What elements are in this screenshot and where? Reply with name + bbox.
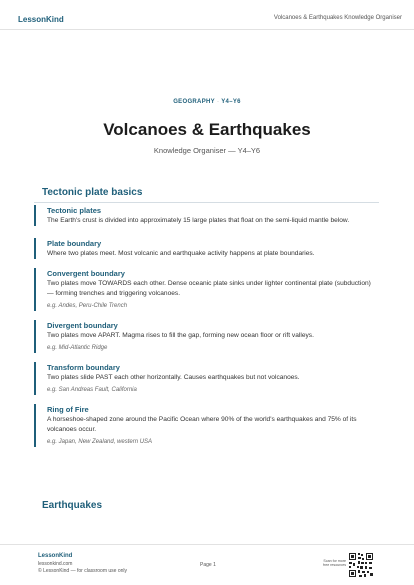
card-title: Convergent boundary xyxy=(47,269,125,278)
section-divider xyxy=(34,202,379,203)
page-number: Page 1 xyxy=(200,562,216,568)
card-tectonic-plates xyxy=(34,205,379,226)
page-title: Volcanoes & Earthquakes xyxy=(103,120,311,139)
card-ring-of-fire xyxy=(34,404,379,447)
card-divergent-boundary xyxy=(34,320,379,353)
card-transform-boundary xyxy=(34,362,379,395)
brand-logo-text[interactable]: LessonKind xyxy=(18,15,64,24)
card-example: e.g. San Andreas Fault, California xyxy=(47,387,137,393)
card-convergent-boundary xyxy=(34,268,379,311)
card-title: Divergent boundary xyxy=(47,321,118,330)
header-document-title: Volcanoes & Earthquakes Knowledge Organiser xyxy=(273,15,402,21)
footer-copyright: © LessonKind — for classroom use only xyxy=(38,568,128,574)
card-example: e.g. Andes, Peru-Chile Trench xyxy=(47,303,128,309)
card-body: Two plates slide PAST each other horizontally. Causes earthquakes but not volcanoes. xyxy=(47,374,300,381)
subject-eyebrow xyxy=(0,99,414,105)
card-title: Tectonic plates xyxy=(47,206,102,215)
footer-website-link[interactable]: lessonkind.com xyxy=(38,561,73,567)
card-body: Where two plates meet. Most volcanic and earthquake activity happens at plate boundaries. xyxy=(47,250,315,257)
section-heading-tectonic-plate-basics: Tectonic plate basics xyxy=(42,187,143,198)
card-plate-boundary xyxy=(34,238,379,259)
card-title: Transform boundary xyxy=(47,363,120,372)
card-body: Two plates move APART. Magma rises to fill the gap, forming new ocean floor or rift valleys. xyxy=(47,332,314,339)
year-range-label: Y4–Y6 xyxy=(221,99,241,105)
card-example: e.g. Mid-Atlantic Ridge xyxy=(47,345,108,351)
tectonic-cards-list xyxy=(34,205,379,447)
card-title: Ring of Fire xyxy=(47,405,89,414)
scan-caption: Scan for more free resources xyxy=(323,559,346,568)
card-body: A horseshoe-shaped zone around the Pacific Ocean where 90% of the world's earthquakes and 75% of its volcanoes occur. xyxy=(47,416,357,433)
page-subtitle: Knowledge Organiser — Y4–Y6 xyxy=(153,146,261,155)
section-heading-earthquakes: Earthquakes xyxy=(42,500,103,511)
card-body: Two plates move TOWARDS each other. Dense oceanic plate sinks under lighter continental plate (subduction) — forming trenches and triggering volcanoes. xyxy=(47,280,371,297)
card-example: e.g. Japan, New Zealand, western USA xyxy=(47,439,153,445)
qr-code-icon[interactable] xyxy=(348,552,374,578)
page-footer xyxy=(0,544,414,585)
card-title: Plate boundary xyxy=(47,239,102,248)
page-header xyxy=(0,0,414,30)
card-body: The Earth's crust is divided into approximately 15 large plates that float on the semi-liquid mantle below. xyxy=(47,217,350,224)
footer-brand: LessonKind xyxy=(38,553,73,559)
eyebrow-separator: · xyxy=(216,99,220,105)
subject-label: GEOGRAPHY xyxy=(173,99,215,105)
